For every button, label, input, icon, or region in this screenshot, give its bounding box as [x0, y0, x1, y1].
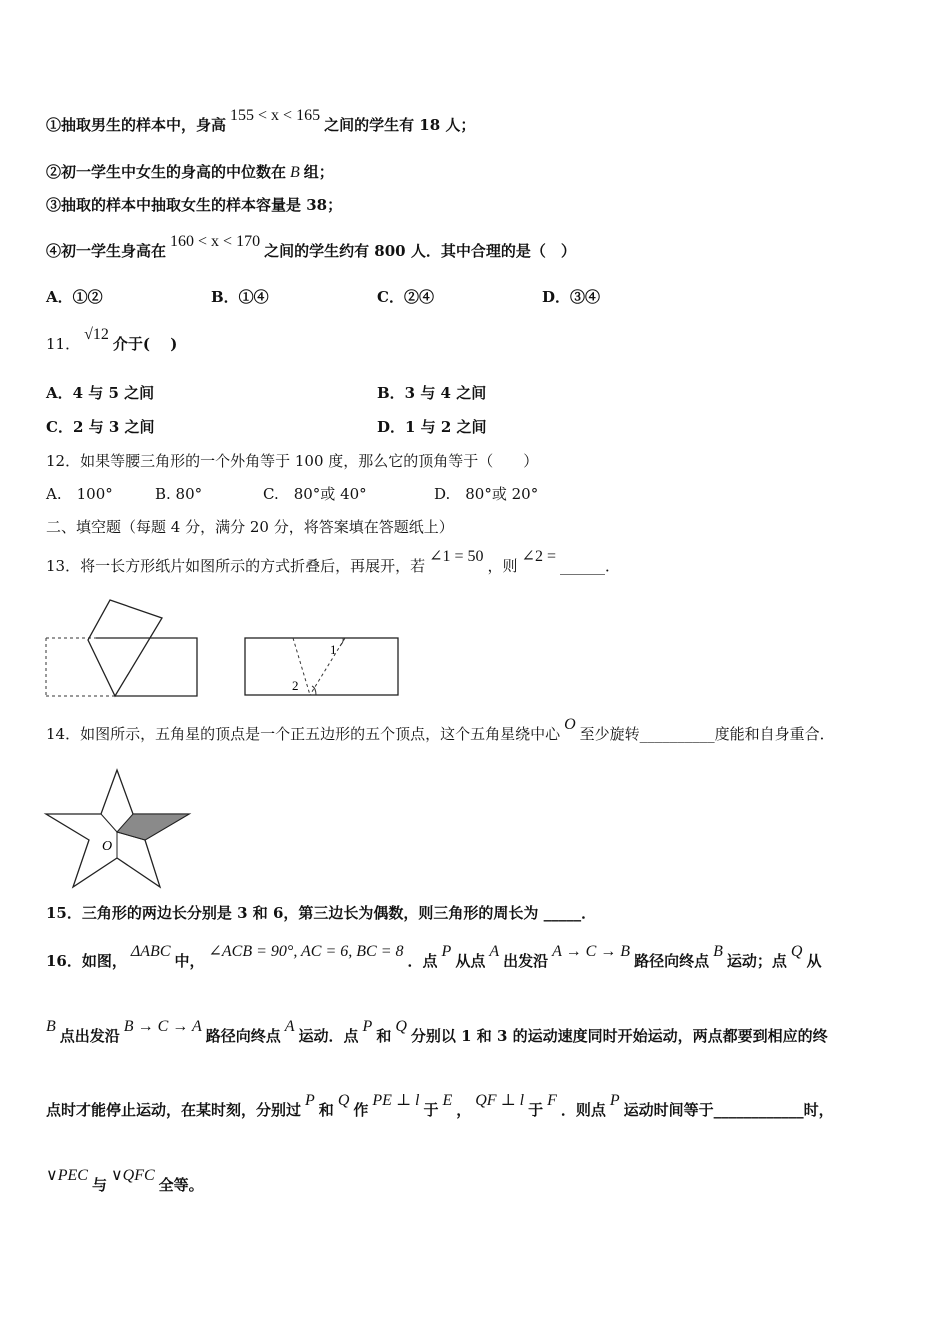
math-B: B — [290, 164, 300, 181]
question-16-line-3: 点时才能停止运动，在某时刻，分别过P和Q作PE ⊥ l于E，QF ⊥ l于F．则点P运动时间等于____________时， — [46, 1092, 834, 1119]
q11-option-a[interactable]: A．4 与 5 之间 — [46, 384, 155, 402]
q12-option-a[interactable]: A. 100° — [46, 485, 113, 503]
q10-option-d[interactable]: D．③④ — [542, 288, 601, 306]
statement-3: ③抽取的样本中抽取女生的样本容量是 38； — [46, 196, 343, 214]
math-P: P — [441, 943, 452, 960]
math-triangle-qfc: ∨QFC — [110, 1167, 155, 1184]
question-16-line-1: 16．如图，ΔABC中，∠ACB = 90°, AC = 6, BC = 8．点P从点A出发沿A → C → B路径向终点B运动；点Q从 — [46, 943, 822, 970]
math-triangle-pec: ∨PEC — [46, 1167, 88, 1184]
q11-option-d[interactable]: D．1 与 2 之间 — [377, 418, 487, 436]
question-15: 15．三角形的两边长分别是 3 和 6，第三边长为偶数，则三角形的周长为 _____． — [46, 904, 597, 922]
math-Q: Q — [790, 943, 803, 960]
math-angle-1: ∠1 = 50 — [429, 548, 484, 565]
math-B: B — [46, 1018, 56, 1035]
math-qf-perp: QF ⊥ l — [475, 1092, 525, 1109]
math-range-1: 155 < x < 165 — [230, 107, 321, 124]
math-pe-perp: PE ⊥ l — [372, 1092, 420, 1109]
question-16-line-4: ∨PEC与∨QFC全等。 — [46, 1167, 204, 1194]
math-B: B — [713, 943, 723, 960]
question-14: 14．如图所示，五角星的顶点是一个正五边形的五个顶点，这个五角星绕中心O至少旋转__________度能和自身重合． — [46, 716, 835, 743]
q11-option-c[interactable]: C．2 与 3 之间 — [46, 418, 155, 436]
question-16-line-2: B点出发沿B → C → A路径向终点A运动．点P和Q分别以 1 和 3 的运动速度同时开始运动，两点都要到相应的终 — [46, 1018, 828, 1045]
math-A: A — [284, 1018, 295, 1035]
section-heading: 二、填空题（每题 4 分，满分 20 分，将答案填在答题纸上） — [46, 518, 454, 536]
statement-2: ②初一学生中女生的身高的中位数在 B 组； — [46, 163, 334, 181]
math-P: P — [609, 1092, 620, 1109]
statement-1: ①抽取男生的样本中，身高155 < x < 165之间的学生有 18 人； — [46, 107, 476, 134]
angle-label-2: 2 — [292, 678, 299, 693]
math-Q: Q — [395, 1018, 407, 1035]
math-sqrt-12: √12 — [84, 326, 109, 343]
statement-4: ④初一学生身高在160 < x < 170之间的学生约有 800 人．其中合理的是（ ） — [46, 233, 576, 260]
math-A: A — [489, 943, 500, 960]
angle-label-1: 1 — [330, 642, 337, 657]
math-E: E — [442, 1092, 453, 1109]
math-P: P — [305, 1092, 315, 1109]
math-angle-2: ∠2 = — [521, 548, 556, 565]
question-12: 12．如果等腰三角形的一个外角等于 100 度，那么它的顶角等于（ ） — [46, 452, 539, 470]
math-O: O — [564, 716, 576, 733]
q10-option-b[interactable]: B．①④ — [211, 288, 269, 306]
math-conditions: ∠ACB = 90°, AC = 6, BC = 8 — [208, 943, 404, 960]
q11-option-b[interactable]: B．3 与 4 之间 — [377, 384, 487, 402]
question-11: 11．√12介于( ) — [46, 326, 178, 353]
math-range-2: 160 < x < 170 — [170, 233, 261, 250]
star-center-label: O — [102, 839, 113, 854]
q10-option-c[interactable]: C．②④ — [377, 288, 434, 306]
math-Q: Q — [337, 1092, 350, 1109]
q12-option-c[interactable]: C. 80°或 40° — [263, 485, 367, 503]
q12-option-d[interactable]: D. 80°或 20° — [434, 485, 539, 503]
math-F: F — [547, 1092, 557, 1109]
q12-option-b[interactable]: B. 80° — [155, 485, 203, 503]
q10-option-a[interactable]: A．①② — [46, 288, 103, 306]
question-13: 13．将一长方形纸片如图所示的方式折叠后，再展开，若∠1 = 50，则∠2 =______． — [46, 548, 620, 575]
math-triangle: ΔABC — [130, 943, 171, 960]
math-path-bca: B → C → A — [123, 1018, 202, 1035]
math-path-acb: A → C → B — [552, 943, 631, 960]
math-P: P — [362, 1018, 373, 1035]
